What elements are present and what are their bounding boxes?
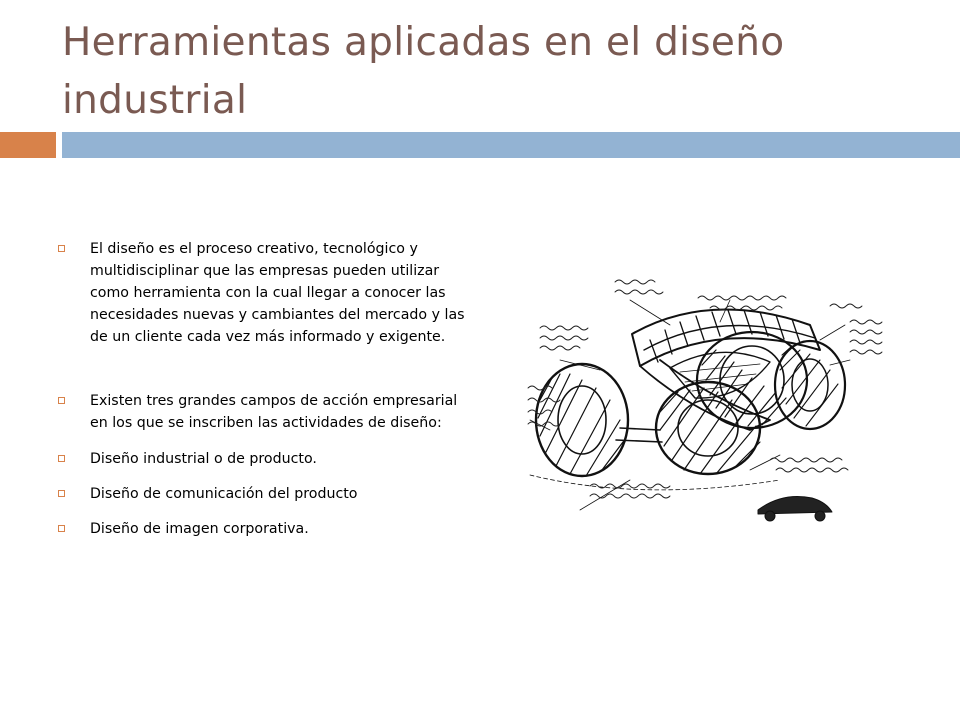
car-concept-sketch — [520, 270, 910, 560]
bullet-text: Diseño de imagen corporativa. — [90, 521, 309, 537]
bullet-text: El diseño es el proceso creativo, tecnológico y multidisciplinar que las empresas pueden utilizar como herramienta con la cual llegar a conocer las necesidades nuevas y cambiantes del mercado y las de un cliente cada vez más informado y exigente. — [90, 241, 465, 345]
title-accent-bar — [0, 132, 56, 158]
bullet-text: Diseño industrial o de producto. — [90, 451, 317, 467]
bullet-item — [54, 518, 474, 540]
bullet-text: Existen tres grandes campos de acción empresarial en los que se inscriben las actividades de diseño: — [90, 393, 458, 431]
square-bullet-icon — [58, 525, 65, 532]
bullet-item — [54, 483, 474, 505]
square-bullet-icon — [58, 245, 65, 252]
bullet-text: Diseño de comunicación del producto — [90, 486, 358, 502]
title-band-bar — [62, 132, 960, 158]
bullet-item — [54, 448, 474, 470]
square-bullet-icon — [58, 490, 65, 497]
square-bullet-icon — [58, 397, 65, 404]
bullet-item — [54, 238, 474, 348]
bullet-item — [54, 390, 474, 434]
bullet-list — [54, 238, 474, 540]
slide-title: Herramientas aplicadas en el diseño industrial — [62, 20, 785, 123]
square-bullet-icon — [58, 455, 65, 462]
